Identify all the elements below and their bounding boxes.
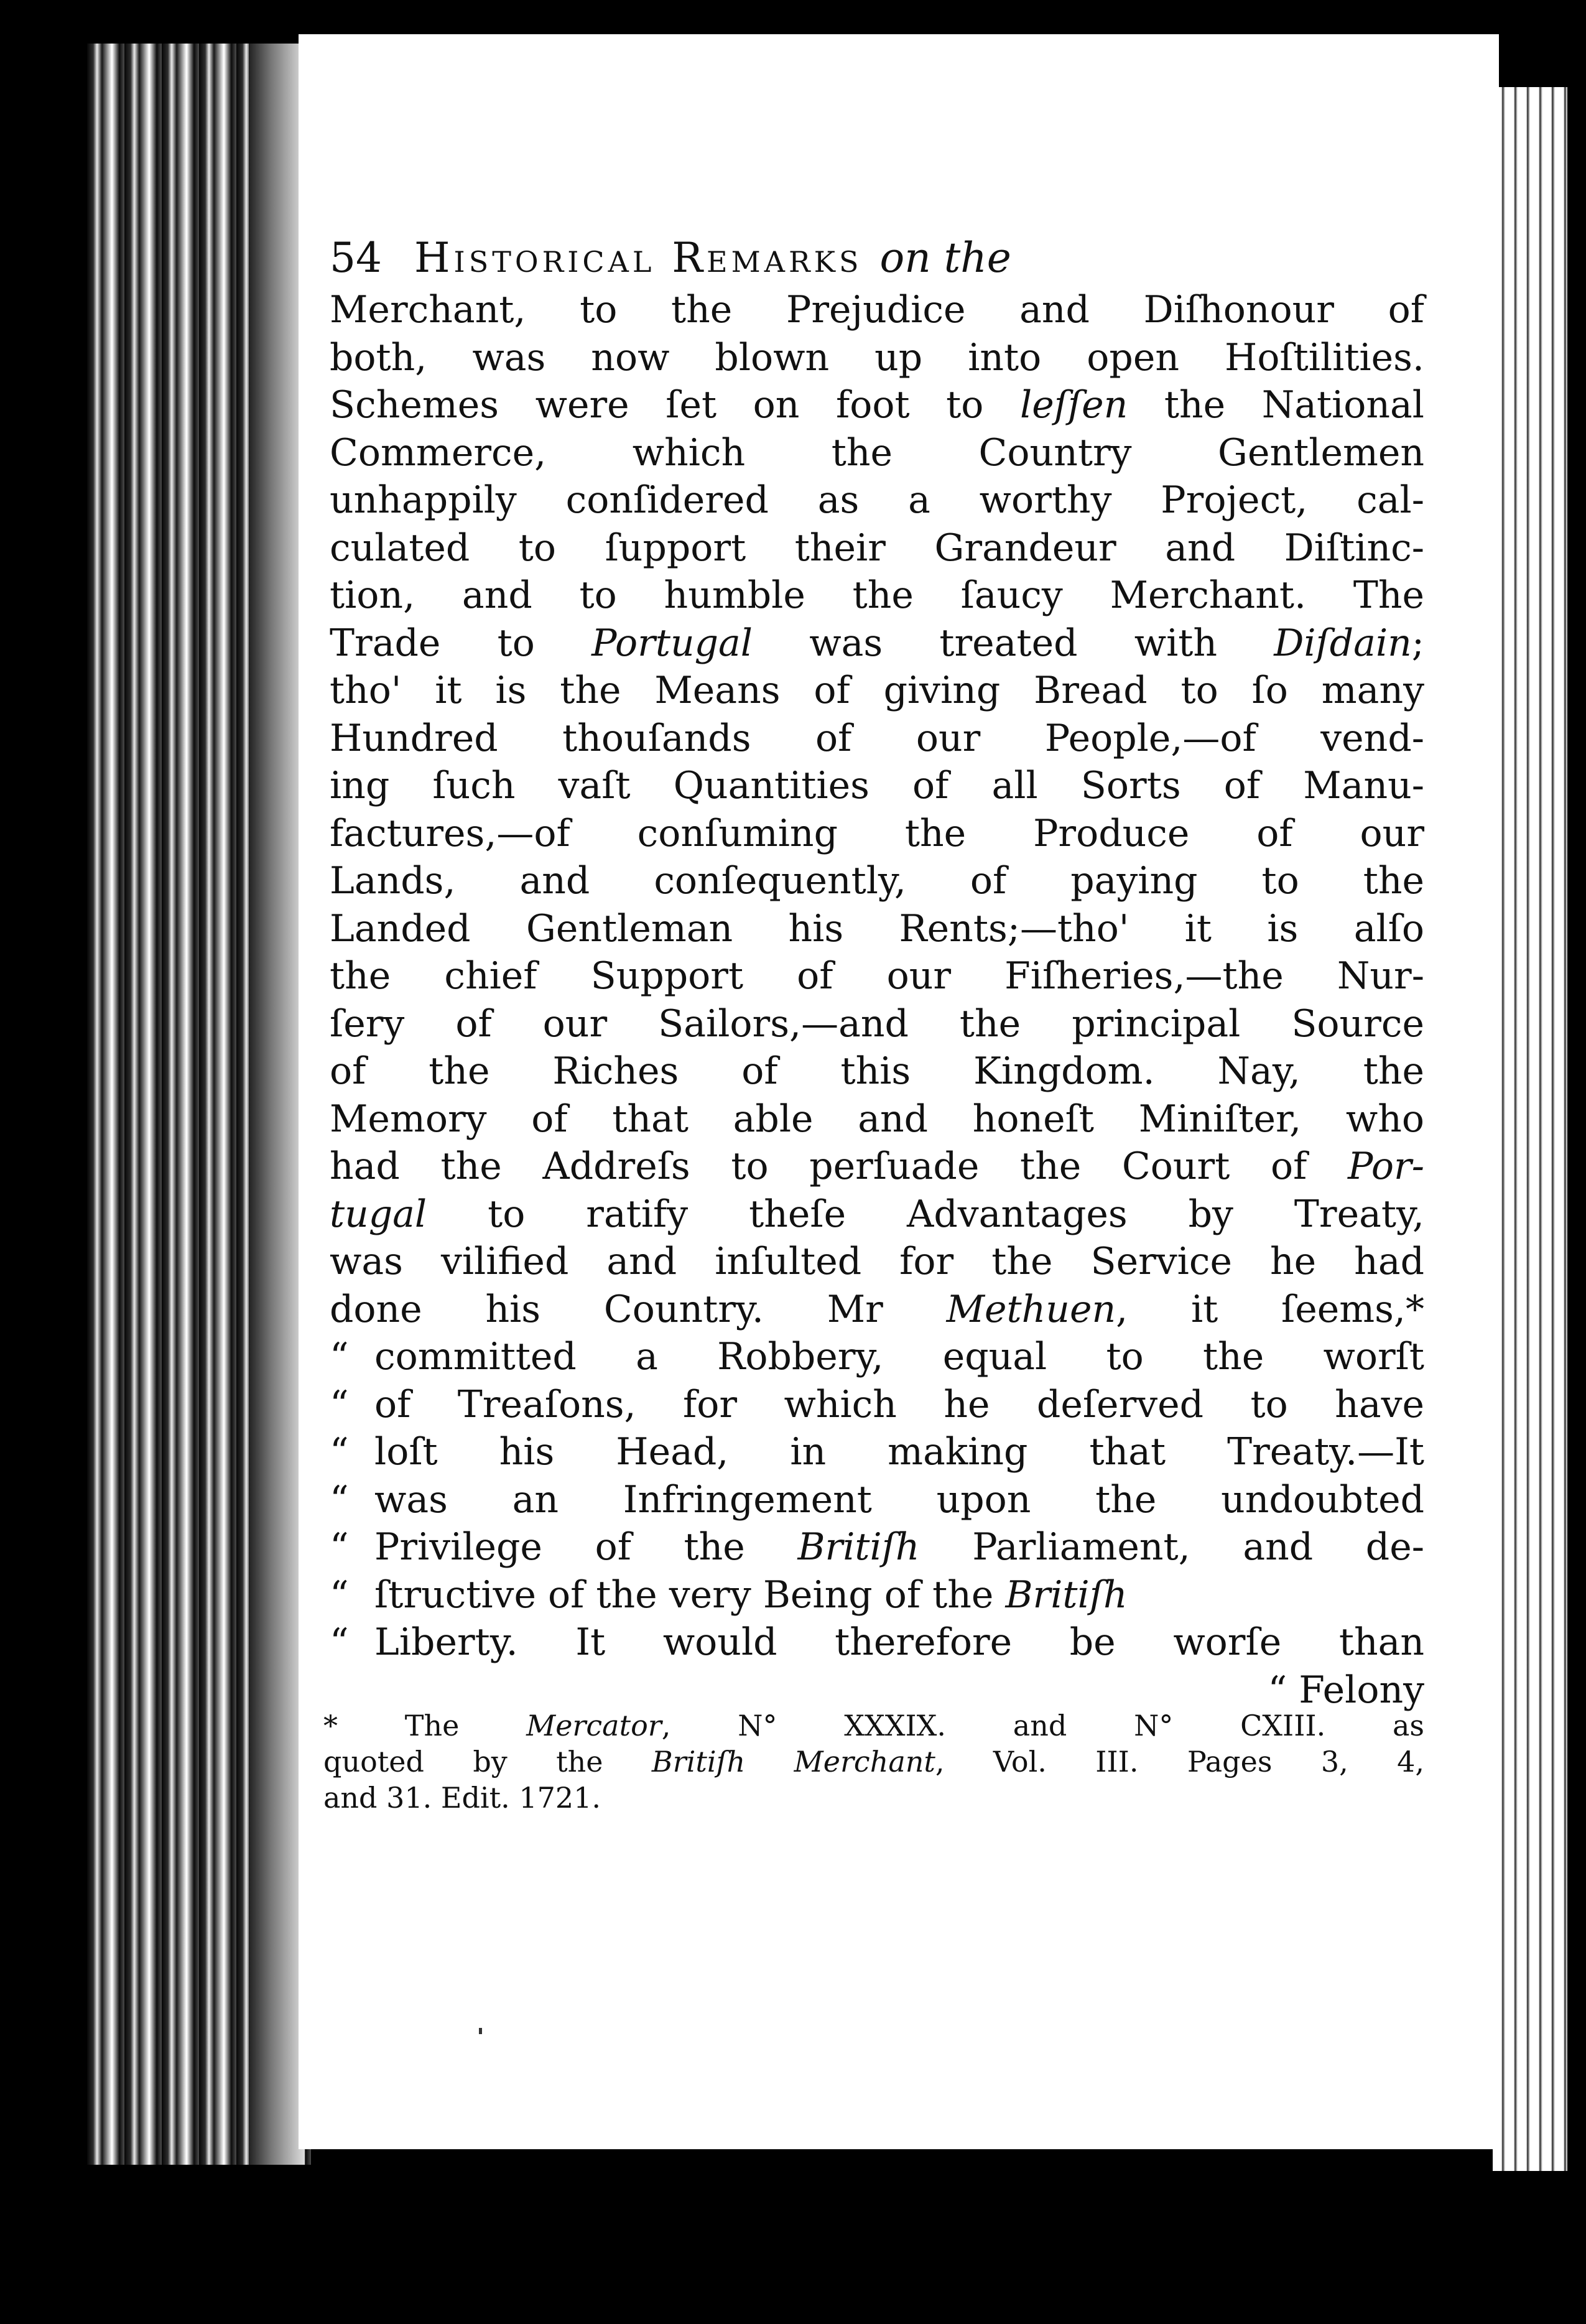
text-line — [330, 715, 1424, 763]
line-text: Merchant, to the Prejudice and Diſhonour of — [330, 288, 1424, 332]
text-line — [330, 810, 1424, 858]
text-line — [330, 1476, 1424, 1524]
page-edges-right — [1493, 87, 1567, 2171]
italic-text: Portugal — [591, 621, 753, 665]
footnote-line — [323, 1780, 1424, 1816]
line-text: unhappily conſidered as a worthy Project, cal- — [330, 478, 1424, 522]
text-line — [330, 381, 1424, 429]
footnote-text: , Vol. III. Pages 3, 4, — [935, 1745, 1424, 1778]
italic-text: Por- — [1347, 1145, 1424, 1188]
line-text: the National — [1128, 383, 1424, 427]
text-line — [330, 572, 1424, 620]
quotation-mark: “ — [330, 1335, 349, 1378]
page-text-block — [330, 230, 1424, 1714]
footnote-text: * The — [323, 1709, 527, 1742]
line-text: of the Riches of this Kingdom. Nay, the — [330, 1049, 1424, 1093]
line-text: was treated with — [752, 621, 1274, 665]
text-line — [330, 857, 1424, 905]
line-text: Parliament, and de- — [919, 1525, 1424, 1569]
quotation-mark: “ — [330, 1382, 349, 1426]
text-line — [330, 1143, 1424, 1191]
line-text: both, was now blown up into open Hoſtilities. — [330, 335, 1424, 379]
line-text: Schemes were ſet on foot to — [330, 383, 1020, 427]
catchword — [330, 1666, 1424, 1714]
italic-text: tugal — [330, 1192, 427, 1236]
body-text — [330, 286, 1424, 1714]
text-line — [330, 429, 1424, 477]
text-line — [330, 1333, 1424, 1381]
line-text: “ Felony — [1268, 1668, 1424, 1712]
line-text: ; — [1411, 621, 1424, 665]
footnote-text: quoted by the — [323, 1745, 652, 1778]
footnote-line — [323, 1708, 1424, 1744]
text-line — [330, 476, 1424, 524]
line-text: , it ſeems,* — [1116, 1287, 1424, 1331]
quotation-mark: “ — [330, 1573, 349, 1617]
text-line — [330, 1381, 1424, 1429]
line-text: tho' it is the Means of giving Bread to ſo many — [330, 669, 1424, 712]
italic-text: Britiſh — [1005, 1573, 1128, 1617]
text-line — [330, 1095, 1424, 1143]
line-text: Commerce, which the Country Gentlemen — [330, 430, 1424, 475]
line-text: Lands, and conſequently, of paying to the — [330, 859, 1424, 903]
line-text: ſery of our Sailors,—and the principal Source — [330, 1002, 1424, 1046]
text-line — [330, 1619, 1424, 1666]
line-text: of Treaſons, for which he deſerved to have — [374, 1382, 1424, 1426]
quotation-mark: “ — [330, 1620, 349, 1664]
line-text: was an Infringement upon the undoubted — [374, 1477, 1424, 1522]
line-text: Hundred thouſands of our People,—of vend- — [330, 716, 1424, 760]
italic-text: Diſdain — [1274, 621, 1412, 665]
line-text: Landed Gentleman his Rents;—tho' it is alſo — [330, 906, 1424, 951]
text-line — [330, 667, 1424, 715]
text-line — [330, 286, 1424, 334]
text-line — [330, 1523, 1424, 1571]
line-text: ing ſuch vaſt Quantities of all Sorts of Manu- — [330, 764, 1424, 807]
text-line — [330, 524, 1424, 572]
running-title: Historical Remarks — [414, 234, 863, 282]
text-line — [330, 1191, 1424, 1239]
footnote-italic: Mercator — [526, 1709, 662, 1742]
line-text: Privilege of the — [374, 1525, 798, 1569]
line-text: had the Addreſs to perſuade the Court of — [330, 1145, 1348, 1188]
line-text: to ratify theſe Advantages by Treaty, — [427, 1192, 1424, 1236]
text-line — [330, 1428, 1424, 1476]
italic-text: Britiſh — [797, 1525, 920, 1569]
line-text: loſt his Head, in making that Treaty.—It — [374, 1430, 1424, 1474]
text-line — [330, 952, 1424, 1000]
line-text: Liberty. It would therefore be worſe than — [374, 1620, 1424, 1664]
line-text: was vilified and inſulted for the Service he had — [330, 1240, 1424, 1283]
line-text: done his Country. Mr — [330, 1287, 947, 1331]
line-text: ſtructive of the very Being of the — [374, 1573, 1006, 1617]
text-line — [330, 762, 1424, 810]
text-line — [330, 1000, 1424, 1048]
text-line — [330, 1286, 1424, 1334]
italic-text: leſſen — [1020, 383, 1128, 427]
text-line — [330, 1048, 1424, 1095]
line-text: Memory of that able and honeſt Miniſter, who — [330, 1097, 1424, 1141]
line-text: tion, and to humble the ſaucy Merchant. The — [330, 574, 1424, 617]
quotation-mark: “ — [330, 1477, 349, 1522]
line-text: factures,—of conſuming the Produce of our — [330, 811, 1424, 855]
line-text: committed a Robbery, equal to the worſt — [374, 1335, 1424, 1378]
italic-text: Methuen — [946, 1287, 1116, 1331]
paper-speck — [479, 2028, 482, 2034]
text-line — [330, 1238, 1424, 1286]
line-text: the chief Support of our Fiſheries,—the Nur- — [330, 954, 1424, 998]
quotation-mark: “ — [330, 1430, 349, 1474]
footnote-line — [323, 1744, 1424, 1780]
text-line — [330, 334, 1424, 382]
text-line — [330, 620, 1424, 667]
text-line — [330, 1571, 1424, 1619]
quotation-mark: “ — [330, 1525, 349, 1569]
page-number: 54 — [330, 234, 382, 282]
footnote-italic: Britiſh Merchant — [651, 1745, 935, 1778]
footnote-text: and 31. Edit. 1721. — [323, 1781, 601, 1815]
running-title-suffix: on the — [879, 234, 1011, 282]
running-header — [330, 230, 1424, 286]
line-text: Trade to — [330, 621, 592, 665]
text-line — [330, 905, 1424, 953]
line-text: culated to ſupport their Grandeur and Diſtinc- — [330, 526, 1424, 570]
footnote-text: , N° XXXIX. and N° CXIII. as — [661, 1709, 1425, 1742]
footnote — [323, 1708, 1424, 1816]
gutter-shadow — [249, 44, 305, 2165]
